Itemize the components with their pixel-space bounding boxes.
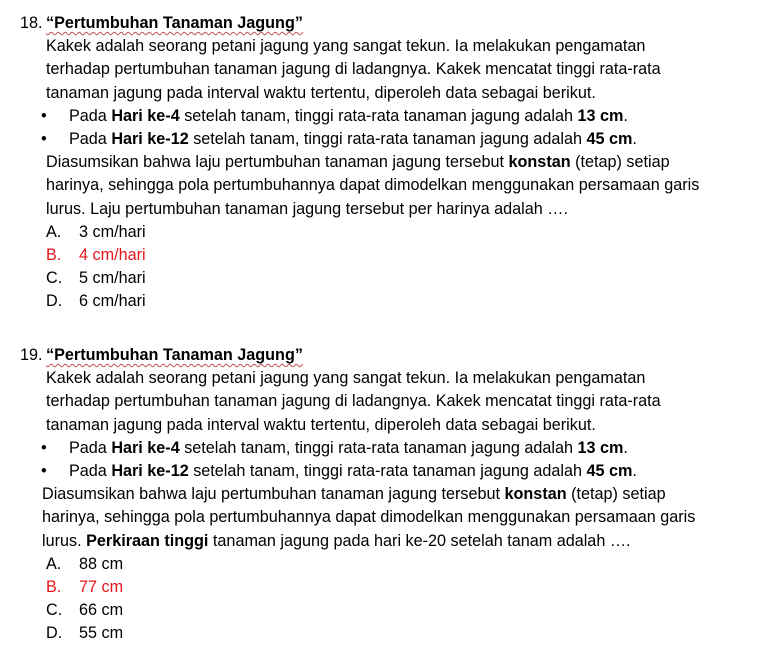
question-body-line: Diasumsikan bahwa laju pertumbuhan tanaman jagung tersebut konstan (tetap) setiap <box>46 153 670 172</box>
question-title: “Pertumbuhan Tanaman Jagung” <box>46 346 303 364</box>
intro-line: Kakek adalah seorang petani jagung yang sangat tekun. Ia melakukan pengamatan <box>46 369 646 388</box>
question-body-line: harinya, sehingga pola pertumbuhannya dapat dimodelkan menggunakan persamaan garis <box>46 176 700 195</box>
question-body-line: Diasumsikan bahwa laju pertumbuhan tanaman jagung tersebut konstan (tetap) setiap <box>42 485 666 504</box>
intro-line: terhadap pertumbuhan tanaman jagung di ladangnya. Kakek mencatat tinggi rata-rata <box>46 392 661 411</box>
question-prompt-line: lurus. Laju pertumbuhan tanaman jagung tersebut per harinya adalah …. <box>46 199 568 218</box>
option-a[interactable]: A. 88 cm <box>46 554 124 573</box>
question-number: 19. <box>20 346 43 364</box>
question-header <box>0 344 772 367</box>
question-18 <box>0 12 772 314</box>
intro-line: tanaman jagung pada interval waktu tertentu, diperoleh data sebagai berikut. <box>46 415 596 434</box>
data-bullet-day-4: • Pada Hari ke-4 setelah tanam, tinggi rata-rata tanaman jagung adalah 13 cm. <box>0 437 772 460</box>
intro-line: Kakek adalah seorang petani jagung yang sangat tekun. Ia melakukan pengamatan <box>46 37 646 56</box>
data-bullet-day-12: • Pada Hari ke-12 setelah tanam, tinggi rata-rata tanaman jagung adalah 45 cm. <box>0 128 772 151</box>
option-d[interactable]: D. 55 cm <box>46 624 124 643</box>
option-a[interactable]: A. 3 cm/hari <box>46 222 146 241</box>
question-19 <box>0 344 772 646</box>
intro-line: tanaman jagung pada interval waktu tertentu, diperoleh data sebagai berikut. <box>46 83 596 102</box>
question-prompt-line: lurus. Perkiraan tinggi tanaman jagung pada hari ke-20 setelah tanam adalah …. <box>42 531 631 550</box>
data-bullet-day-4: • Pada Hari ke-4 setelah tanam, tinggi rata-rata tanaman jagung adalah 13 cm. <box>0 105 772 128</box>
question-title: “Pertumbuhan Tanaman Jagung” <box>46 14 303 32</box>
option-c[interactable]: C. 5 cm/hari <box>46 269 146 288</box>
question-header <box>0 12 772 35</box>
option-d[interactable]: D. 6 cm/hari <box>46 292 146 311</box>
question-body-line: harinya, sehingga pola pertumbuhannya dapat dimodelkan menggunakan persamaan garis <box>42 508 696 527</box>
data-bullet-day-12: • Pada Hari ke-12 setelah tanam, tinggi rata-rata tanaman jagung adalah 45 cm. <box>0 460 772 483</box>
option-c[interactable]: C. 66 cm <box>46 601 124 620</box>
intro-line: terhadap pertumbuhan tanaman jagung di ladangnya. Kakek mencatat tinggi rata-rata <box>46 60 661 79</box>
option-b-correct-answer[interactable]: B. 4 cm/hari <box>46 246 146 265</box>
option-b-correct-answer[interactable]: B. 77 cm <box>46 578 124 597</box>
question-number: 18. <box>20 14 43 32</box>
